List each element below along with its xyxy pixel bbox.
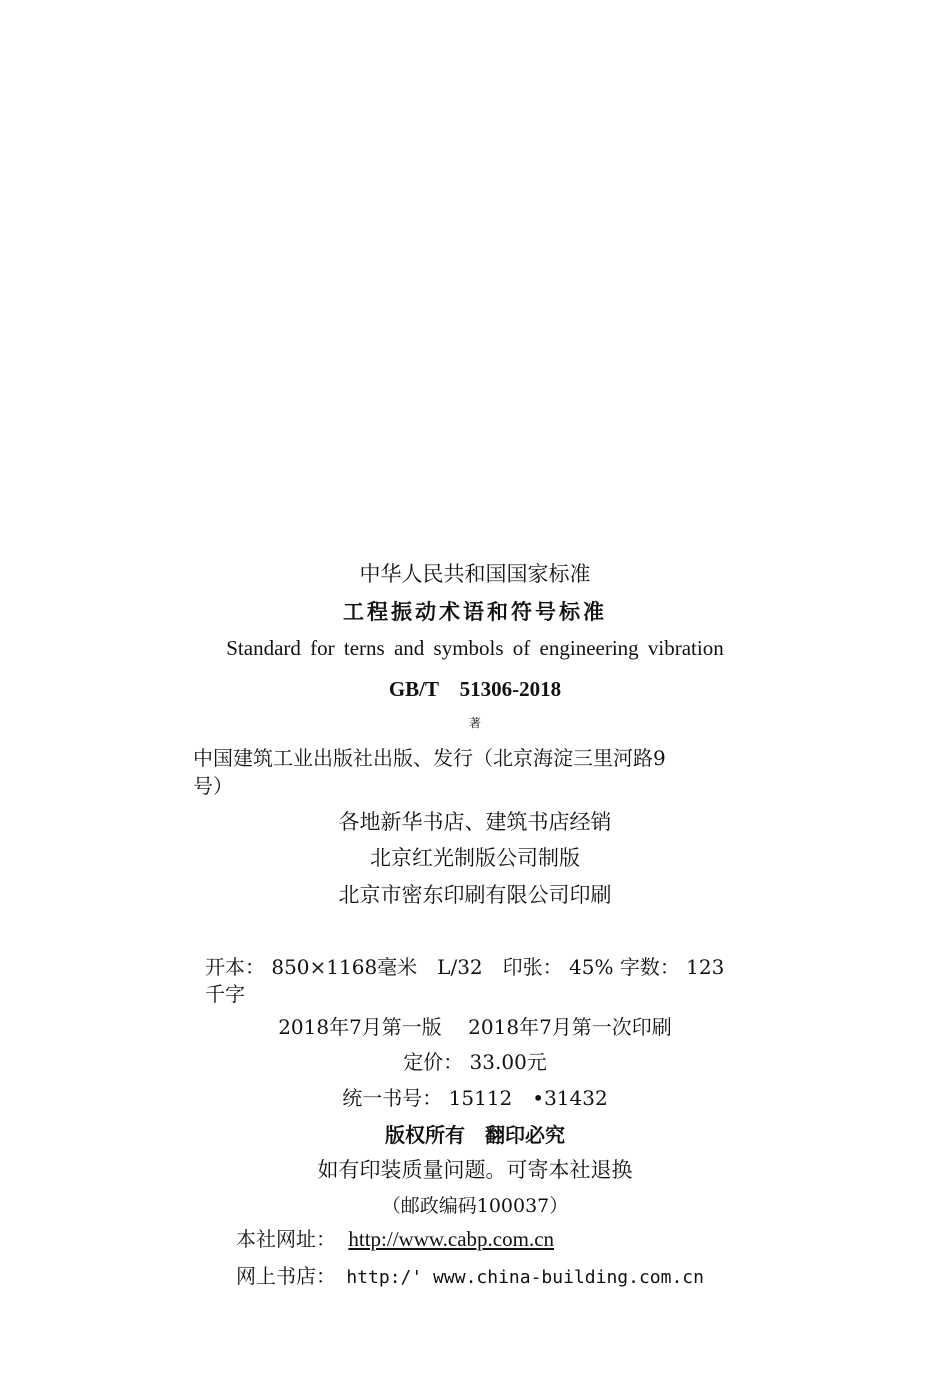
format-line-1: 开本： 850×1168毫米 L/32 印张： 45% 字数： 123 — [205, 955, 725, 979]
format-line-2: 千字 — [205, 982, 245, 1006]
website-link[interactable]: http://www.cabp.com.cn — [348, 1227, 555, 1251]
edition-line: 2018年7月第一版 2018年7月第一次印刷 — [278, 1015, 672, 1039]
standard-code: GB/T 51306-2018 — [388, 677, 562, 701]
website-label: 本社网址： — [236, 1227, 336, 1251]
return-notice-line: 如有印装质量问题。可寄本社退换 — [317, 1158, 633, 1182]
bookstore-link[interactable]: http:/' www.china-building.com.cn — [346, 1267, 704, 1288]
bookstore-label: 网上书店： — [236, 1264, 336, 1288]
printing-line: 北京市密东印刷有限公司印刷 — [338, 883, 612, 907]
typesetting-line: 北京红光制版公司制版 — [370, 846, 580, 870]
author-mark: 著 — [468, 716, 481, 730]
postal-code-line: （邮政编码100037） — [381, 1195, 569, 1217]
bookstore-row — [236, 1264, 704, 1289]
book-number-line: 统一书号： 15112 •31432 — [342, 1086, 608, 1110]
distribution-line: 各地新华书店、建筑书店经销 — [338, 810, 612, 834]
website-row — [236, 1227, 554, 1252]
title-english: Standard for terns and symbols of engineering vibration — [226, 636, 724, 660]
copyright-line: 版权所有 翻印必究 — [385, 1123, 565, 1147]
publisher-line-1: 中国建筑工业出版社出版、发行（北京海淀三里河路9 — [193, 746, 666, 770]
price-line: 定价： 33.00元 — [403, 1050, 547, 1074]
title-chinese: 工程振动术语和符号标准 — [343, 600, 607, 624]
publisher-line-2: 号） — [193, 774, 233, 798]
series-title: 中华人民共和国国家标准 — [359, 562, 591, 586]
